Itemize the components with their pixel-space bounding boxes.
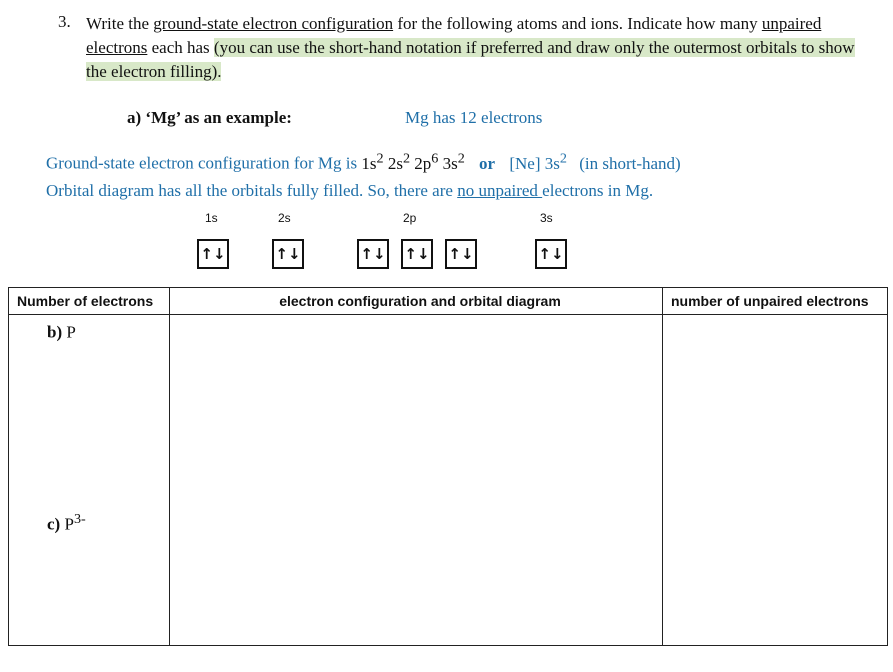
config-full: $1s^2$ $2s^2$ $2p^6$ $3s^2$ [361,150,465,173]
header-config-diagram: electron configuration and orbital diagram [170,288,663,315]
question-text-part-2: for the following atoms and ions. Indicate how many [393,14,762,33]
label-1s: 1s [205,211,218,225]
question-text [86,12,856,84]
example-electron-count: Mg has 12 electrons [405,108,543,127]
config-line [46,150,681,174]
config-short-note: (in short-hand) [579,153,681,173]
orbital-box-2p-1: ↑↓ [357,239,389,269]
orbital-statement [46,181,653,201]
orbital-underline: no unpaired [457,181,543,200]
question-text-part-3: each has [147,38,214,57]
row-label-b: b) P [47,322,76,342]
header-number-of-electrons: Number of electrons [9,288,170,315]
question-underline-config: ground-state electron configuration [153,14,394,33]
table-row [9,315,888,646]
question-text-part-1: Write the [86,14,154,33]
orbital-box-2s: ↑↓ [272,239,304,269]
question-number: 3. [58,12,71,31]
question-highlight: (you can use the short-hand notation if preferred and draw only the outermost orbitals to show the electron filling). [86,38,855,81]
orbital-suffix: electrons in Mg. [542,181,654,200]
config-short: [Ne] $3s^2$ [509,150,567,173]
answer-unpaired-cell[interactable] [663,315,888,646]
config-prefix: Ground-state electron configuration for Mg is [46,153,362,173]
label-2s: 2s [278,211,291,225]
label-cell [9,315,170,646]
example-label: a) ‘Mg’ as an example: [127,108,292,127]
header-unpaired: number of unpaired electrons [663,288,888,315]
answer-table [8,287,888,646]
orbital-box-2p-2: ↑↓ [401,239,433,269]
orbital-box-1s: ↑↓ [197,239,229,269]
question-underline-unpaired: unpaired electrons [86,14,822,57]
table-header-row [9,288,888,315]
orbital-box-3s: ↑↓ [535,239,567,269]
row-label-c: c) $P^{3-}$ [47,511,86,534]
config-or: or [479,153,496,173]
label-3s: 3s [540,211,553,225]
answer-config-cell[interactable] [170,315,663,646]
label-2p: 2p [403,211,417,225]
orbital-box-2p-3: ↑↓ [445,239,477,269]
orbital-prefix: Orbital diagram has all the orbitals fully filled. So, there are [46,181,458,200]
